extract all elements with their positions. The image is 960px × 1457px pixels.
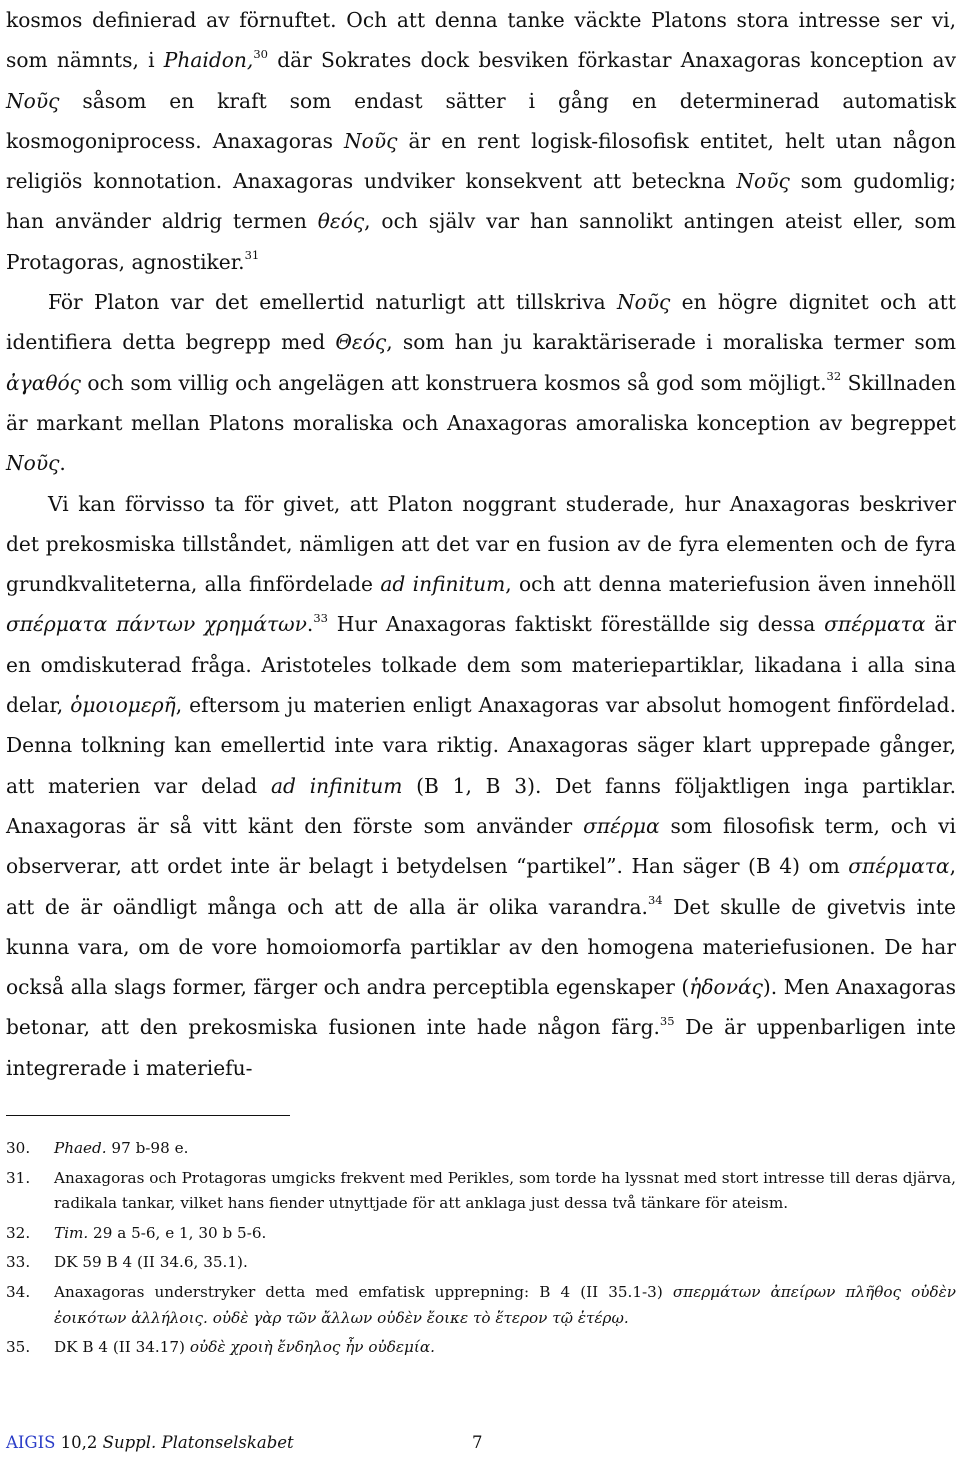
italic-span: σπέρματα: [848, 854, 950, 879]
italic-span: Θεός: [335, 330, 387, 355]
footnote-text: [54, 1221, 956, 1247]
text-span: , och att denna materiefusion även innehöll: [505, 572, 956, 597]
italic-span: θεός: [317, 209, 365, 234]
footnote-text: [54, 1136, 956, 1162]
footnote-number: 33.: [6, 1253, 31, 1272]
footnote-number: 30.: [6, 1139, 31, 1157]
text-span: .: [306, 612, 314, 637]
text-span: Skillnaden är markant mellan Platons moraliska och Anaxagoras amoraliska konception av begreppet: [6, 370, 956, 435]
footer-journal-link[interactable]: AIGIS: [6, 1433, 56, 1452]
text-span: kosmos definierad av förnuftet. Och att denna tanke väckte Platons stora intresse ser vi, som nämnts, i: [6, 8, 956, 73]
italic-span: οὐδὲ χροιὴ ἔνδηλος ἦν οὐδεμία.: [189, 1338, 435, 1357]
footnote-text: [54, 1166, 956, 1217]
footnote-number: 34.: [6, 1282, 31, 1301]
italic-span: Νοῦς: [6, 88, 60, 113]
footer-supplement: Suppl. Platonselskabet: [102, 1433, 294, 1452]
text-span: DK 59 B 4 (II 34.6, 35.1).: [54, 1253, 248, 1272]
footnote-text: [54, 1280, 956, 1331]
text-span: är en rent logisk-filosofisk entitet, helt utan någon religiös konnotation. Anaxagoras undviker konsekvent att beteckna: [6, 128, 956, 194]
footnote-marker: 31: [244, 248, 260, 263]
italic-span: Νοῦς: [344, 128, 398, 153]
text-span: 97 b-98 e.: [106, 1139, 189, 1157]
footnote: [6, 1335, 956, 1361]
page-footer: [6, 1431, 483, 1455]
italic-span: σπέρμα: [583, 813, 660, 838]
text-span: För Platon var det emellertid naturligt att tillskriva: [48, 290, 617, 315]
italic-span: ad infinitum: [271, 773, 403, 798]
text-span: De är uppenbarligen inte integrerade i materiefu-: [6, 1015, 956, 1080]
footnote-marker: 30: [253, 46, 268, 61]
italic-span: Tim.: [54, 1223, 89, 1242]
footnote-number: 31.: [6, 1168, 31, 1187]
footnote-marker: 32: [826, 368, 842, 383]
footnote-marker: 33: [313, 610, 328, 625]
footnote-text: [54, 1250, 956, 1276]
italic-span: Phaed.: [54, 1139, 107, 1157]
page-number: 7: [472, 1433, 483, 1452]
footnote-rule: [6, 1115, 290, 1116]
italic-span: ad infinitum: [380, 572, 506, 597]
paragraph: [6, 282, 956, 483]
footnote: [6, 1280, 956, 1331]
text-span: som gudomlig; han använder aldrig termen: [6, 169, 956, 234]
text-span: , som han ju karaktäriserade i moraliska termer som: [386, 330, 956, 355]
text-span: 29 a 5-6, e 1, 30 b 5-6.: [88, 1223, 267, 1242]
text-span: en högre dignitet och att identifiera detta begrepp med: [6, 290, 956, 355]
footnote: [6, 1166, 956, 1217]
footnote: [6, 1136, 956, 1162]
footnotes: [6, 1136, 956, 1365]
text-span: Vi kan förvisso ta för givet, att Platon noggrant studerade, hur Anaxagoras beskriver det prekosmiska tillståndet, nämligen att det var en fusion av de fyra elementen och de fyra grundkvaliteterna, alla finfördelade: [6, 491, 956, 597]
paragraph: [6, 0, 956, 282]
text-span: och som villig och angelägen att konstruera kosmos så god som möjligt.: [80, 370, 827, 395]
italic-span: σπέρματα πάντων χρημάτων: [6, 612, 307, 637]
text-span: , att de är oändligt många och att de alla är olika varandra.: [6, 854, 956, 919]
italic-span: ἡδονάς: [689, 975, 763, 1000]
text-span: (B 1, B 3). Det fanns följaktligen inga partiklar. Anaxagoras är så vitt känt den förste som använder: [6, 773, 956, 838]
text-span: Anaxagoras och Protagoras umgicks frekvent med Perikles, som torde ha lyssnat med stort intresse till deras djärva, radikala tankar, vilket hans fiender utnyttjade för att anklaga just dessa två tänkare för ateism.: [54, 1168, 956, 1213]
text-span: Anaxagoras understryker detta med emfatisk upprepning: B 4 (II 35.1-3): [54, 1282, 673, 1301]
italic-span: Νοῦς: [616, 290, 671, 315]
body-text: [6, 0, 956, 1088]
italic-span: Νοῦς: [6, 451, 60, 476]
text-span: är en omdiskuterad fråga. Aristoteles tolkade dem som materiepartiklar, likadana i alla sina delar,: [6, 612, 956, 718]
footnote-number: 32.: [6, 1223, 31, 1242]
text-span: såsom en kraft som endast sätter i gång en determinerad automatisk kosmogoniprocess. Anaxagoras: [6, 88, 956, 153]
italic-span: Phaidon,: [163, 48, 254, 73]
text-span: som filosofisk term, och vi observerar, att ordet inte är belagt i betydelsen “partikel”. Han säger (B 4) om: [6, 813, 957, 879]
text-span: där Sokrates dock besviken förkastar Anaxagoras konception av: [268, 48, 956, 73]
text-span: , och själv var han sannolikt antingen ateist eller, som Protagoras, agnostiker.: [6, 209, 956, 274]
footnote: [6, 1221, 956, 1247]
footer-issue: 10,2: [55, 1433, 103, 1452]
italic-span: σπερμάτων ἀπείρων πλῆθος οὐδὲν ἐοικότων ἀλλήλοις. οὐδὲ γὰρ τῶν ἄλλων οὐδὲν ἔοικε τὸ ἕτερον τῷ ἑτέρῳ.: [54, 1282, 956, 1327]
text-span: .: [59, 451, 66, 476]
text-span: ). Men Anaxagoras betonar, att den prekosmiska fusionen inte hade någon färg.: [6, 975, 957, 1040]
italic-span: σπέρματα: [824, 612, 926, 637]
text-span: Det skulle de givetvis inte kunna vara, om de vore homoiomorfa partiklar av den homogena materiefusionen. De har också alla slags former, färger och andra perceptibla egenskaper (: [6, 894, 956, 1000]
text-span: DK B 4 (II 34.17): [54, 1338, 190, 1357]
footnote-text: [54, 1335, 956, 1361]
footnote-marker: 35: [659, 1013, 675, 1028]
italic-span: Νοῦς: [736, 169, 790, 194]
text-span: Hur Anaxagoras faktiskt föreställde sig dessa: [327, 612, 825, 637]
page: [6, 0, 956, 1088]
footnote-number: 35.: [6, 1338, 31, 1357]
footnote-marker: 34: [647, 892, 663, 907]
text-span: , eftersom ju materien enligt Anaxagoras var absolut homogent finfördelad. Denna tolkning kan emellertid inte vara riktig. Anaxagoras säger klart upprepade gånger, att materien var delad: [6, 693, 956, 798]
paragraph: [6, 484, 956, 1088]
footnote: [6, 1250, 956, 1276]
italic-span: ὁμοιομερῆ: [70, 693, 176, 718]
italic-span: ἀγαθός: [6, 370, 81, 395]
